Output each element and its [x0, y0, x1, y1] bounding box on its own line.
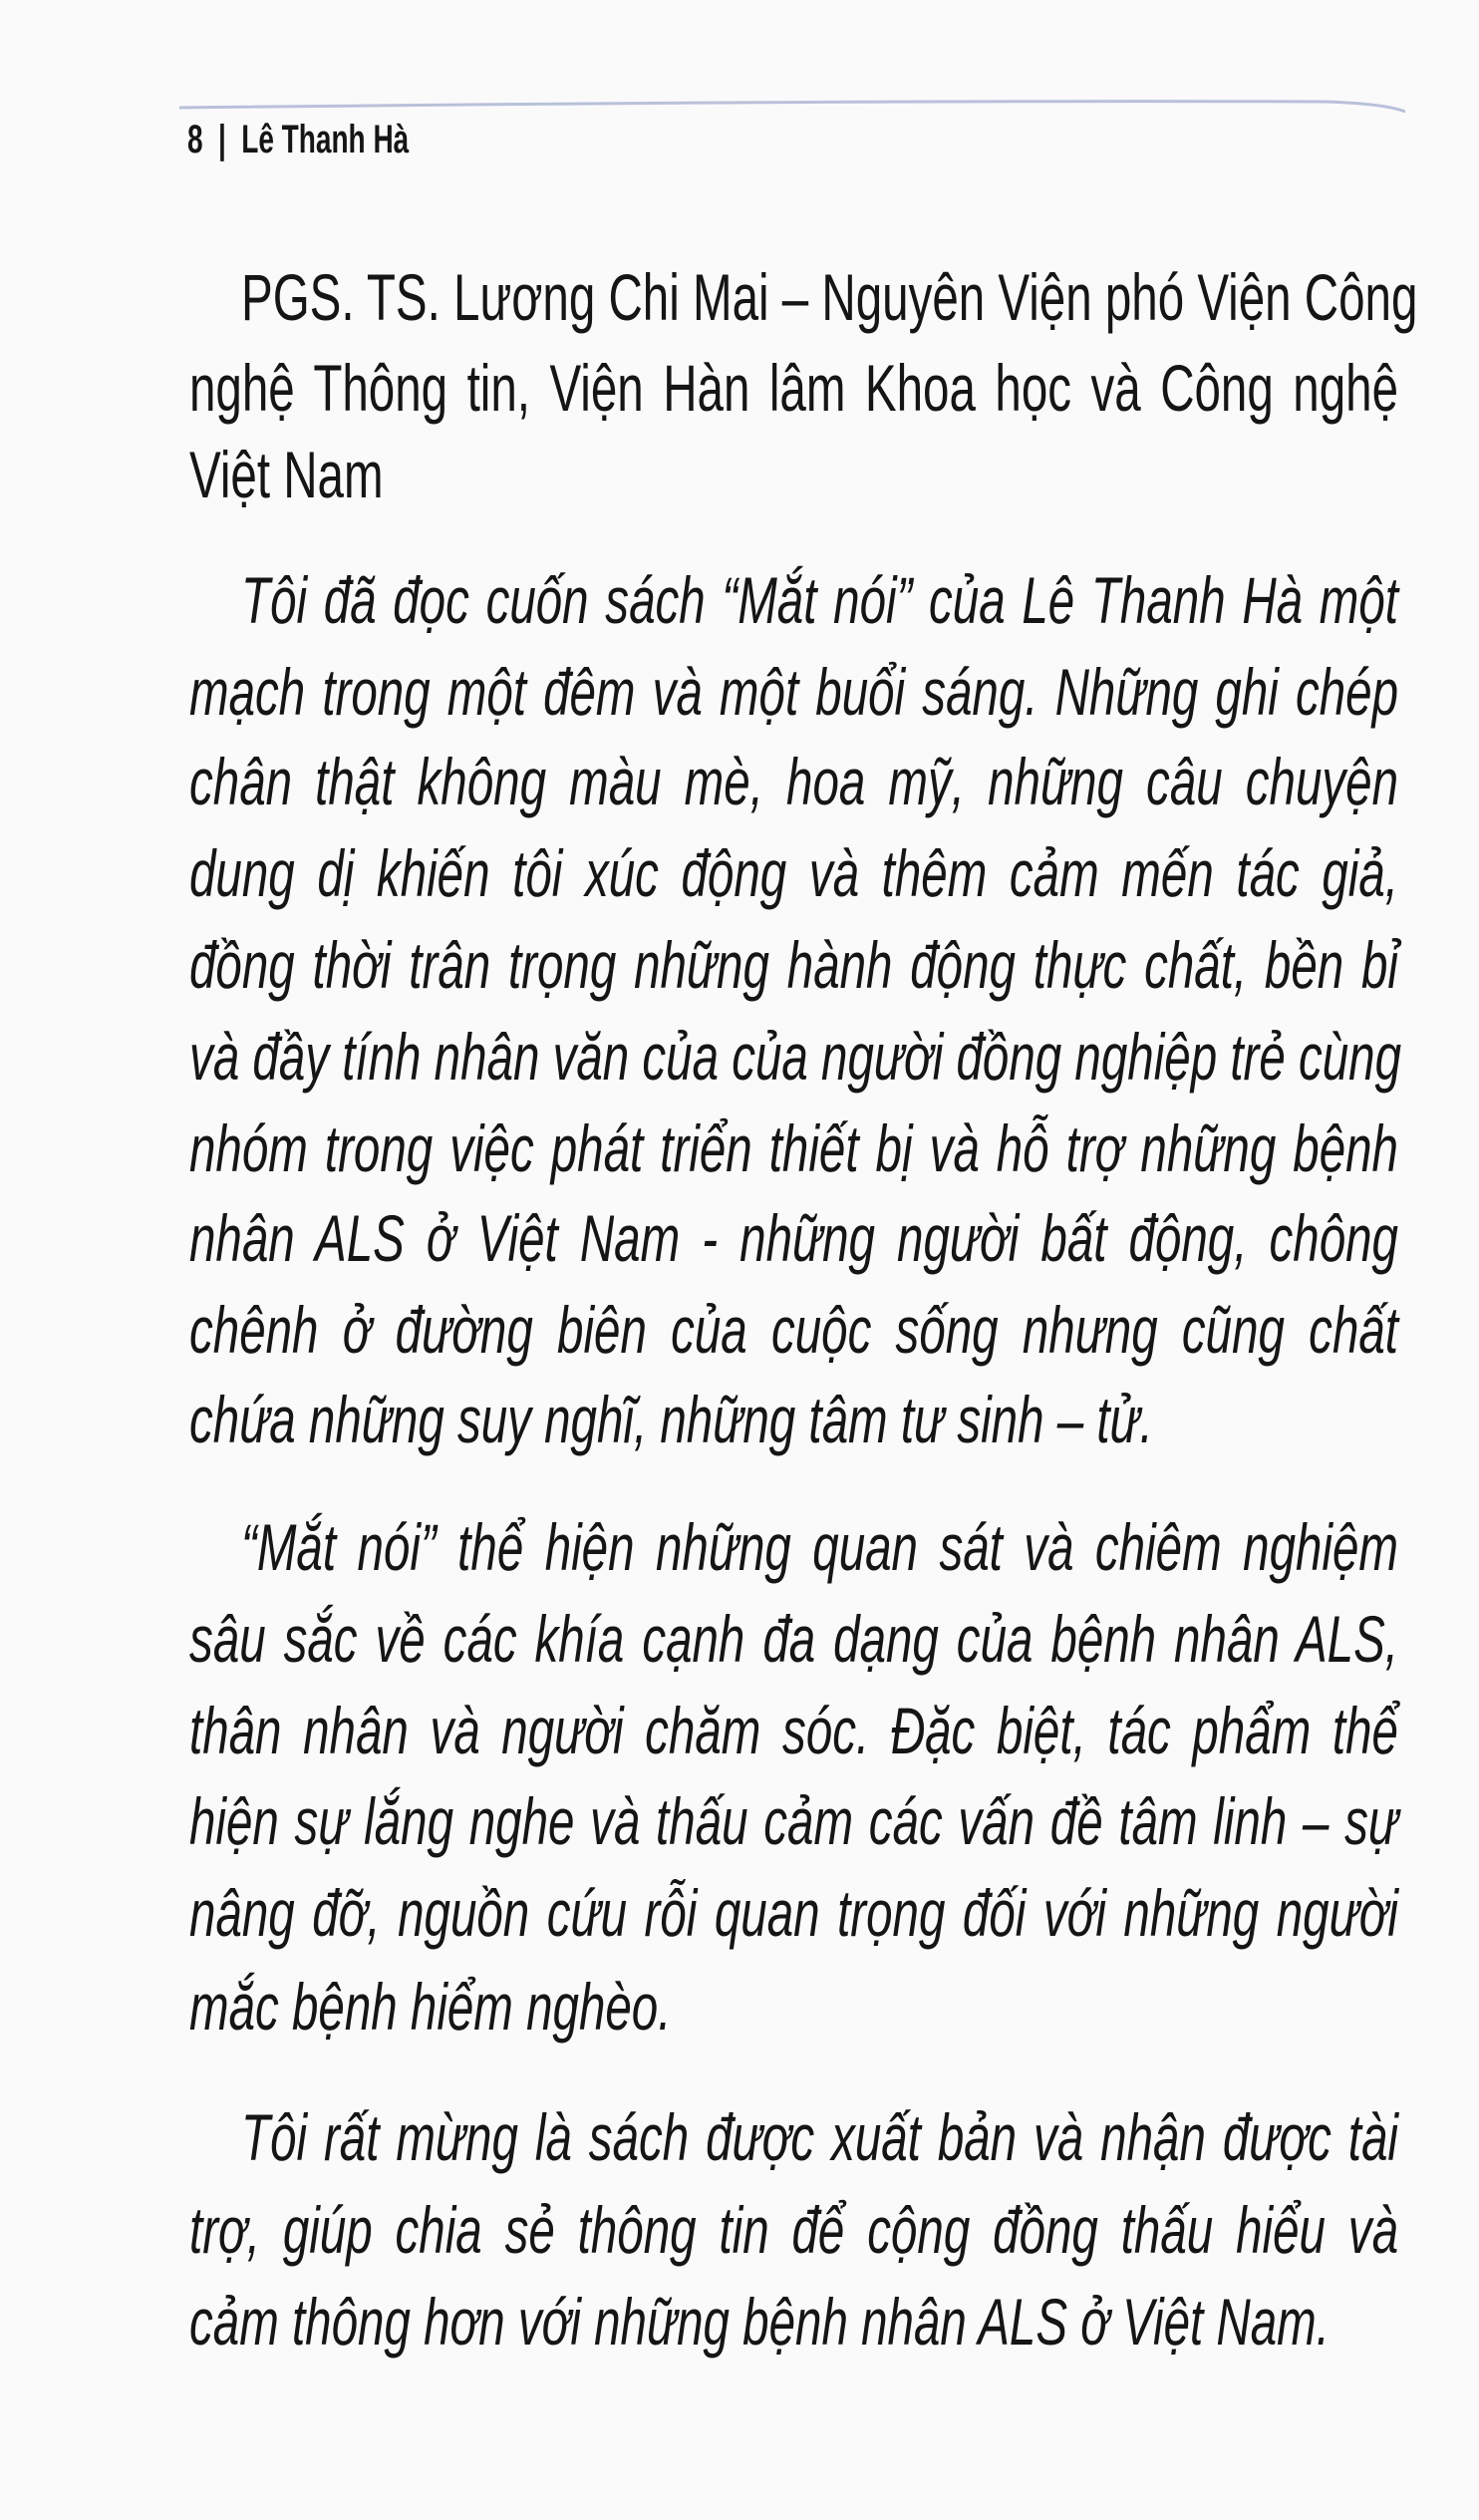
paragraph-1-line	[189, 435, 1398, 514]
text-line: Tôi đã đọc cuốn sách “Mắt nói” của Lê Thanh Hà một	[241, 563, 1398, 637]
paragraph-2-line	[189, 1290, 1398, 1370]
text-line: dung dị khiến tôi xúc động và thêm cảm mến tác giả,	[189, 836, 1398, 910]
text-line: mắc bệnh hiểm nghèo.	[189, 1970, 672, 2044]
paragraph-3-line	[189, 1781, 1398, 1861]
text-line: nghệ Thông tin, Viện Hàn lâm Khoa học và Công nghệ	[189, 351, 1398, 425]
paragraph-2-line	[189, 925, 1398, 1005]
paragraph-2-line	[189, 833, 1398, 913]
text-line: trợ, giúp chia sẻ thông tin để cộng đồng thấu hiểu và	[189, 2193, 1398, 2267]
paragraph-3-line	[189, 1691, 1398, 1770]
text-line: cảm thông hơn với những bệnh nhân ALS ở Việt Nam.	[189, 2285, 1330, 2359]
page-number: 8	[187, 118, 203, 161]
paragraph-2-line	[189, 1198, 1398, 1278]
text-line: Việt Nam	[189, 438, 384, 511]
text-line: và đầy tính nhân văn của của người đồng nghiệp trẻ cùng	[189, 1020, 1402, 1094]
text-line: đồng thời trân trọng những hành động thực chất, bền bỉ	[189, 928, 1398, 1002]
text-line: nâng đỡ, nguồn cứu rỗi quan trọng đối với những người	[189, 1876, 1398, 1950]
text-line: nhân ALS ở Việt Nam - những người bất động, chông	[189, 1201, 1398, 1275]
paragraph-2-line	[189, 1017, 1402, 1097]
text-line: chân thật không màu mè, hoa mỹ, những câu chuyện	[189, 745, 1398, 818]
paragraph-2-line	[189, 652, 1398, 732]
paragraph-4-line	[189, 2282, 1398, 2362]
paragraph-3-line	[189, 1967, 1398, 2047]
running-header	[187, 118, 409, 165]
text-line: PGS. TS. Lương Chi Mai – Nguyên Viện phó Viện Công	[241, 260, 1418, 334]
paragraph-2-line	[189, 742, 1398, 821]
paragraph-4-line	[189, 2190, 1398, 2270]
text-line: mạch trong một đêm và một buổi sáng. Những ghi chép	[189, 655, 1398, 729]
text-line: sâu sắc về các khía cạnh đa dạng của bệnh nhân ALS,	[189, 1602, 1398, 1676]
paragraph-2-line	[189, 1380, 1398, 1459]
paragraph-1-line	[241, 257, 1418, 337]
text-line: thân nhân và người chăm sóc. Đặc biệt, tác phẩm thể	[189, 1694, 1398, 1767]
text-line: nhóm trong việc phát triển thiết bị và hỗ trợ những bệnh	[189, 1111, 1398, 1185]
header-separator: |	[217, 118, 226, 161]
text-line: “Mắt nói” thể hiện những quan sát và chiêm nghiệm	[241, 1510, 1398, 1584]
paragraph-4-line	[241, 2097, 1398, 2177]
paragraph-1-line	[189, 348, 1398, 428]
text-line: hiện sự lắng nghe và thấu cảm các vấn đề tâm linh – sự	[189, 1784, 1398, 1858]
paragraph-3-line	[189, 1599, 1398, 1679]
text-line: chứa những suy nghĩ, những tâm tư sinh – tử.	[189, 1383, 1153, 1456]
header-author: Lê Thanh Hà	[241, 118, 410, 161]
paragraph-2-line	[241, 560, 1398, 640]
paragraph-3-line	[189, 1873, 1398, 1953]
paragraph-2-line	[189, 1108, 1398, 1188]
header-rule	[179, 96, 1405, 116]
paragraph-3-line	[241, 1507, 1398, 1587]
text-line: Tôi rất mừng là sách được xuất bản và nhận được tài	[241, 2100, 1398, 2174]
text-line: chênh ở đường biên của cuộc sống nhưng cũng chất	[189, 1293, 1398, 1367]
